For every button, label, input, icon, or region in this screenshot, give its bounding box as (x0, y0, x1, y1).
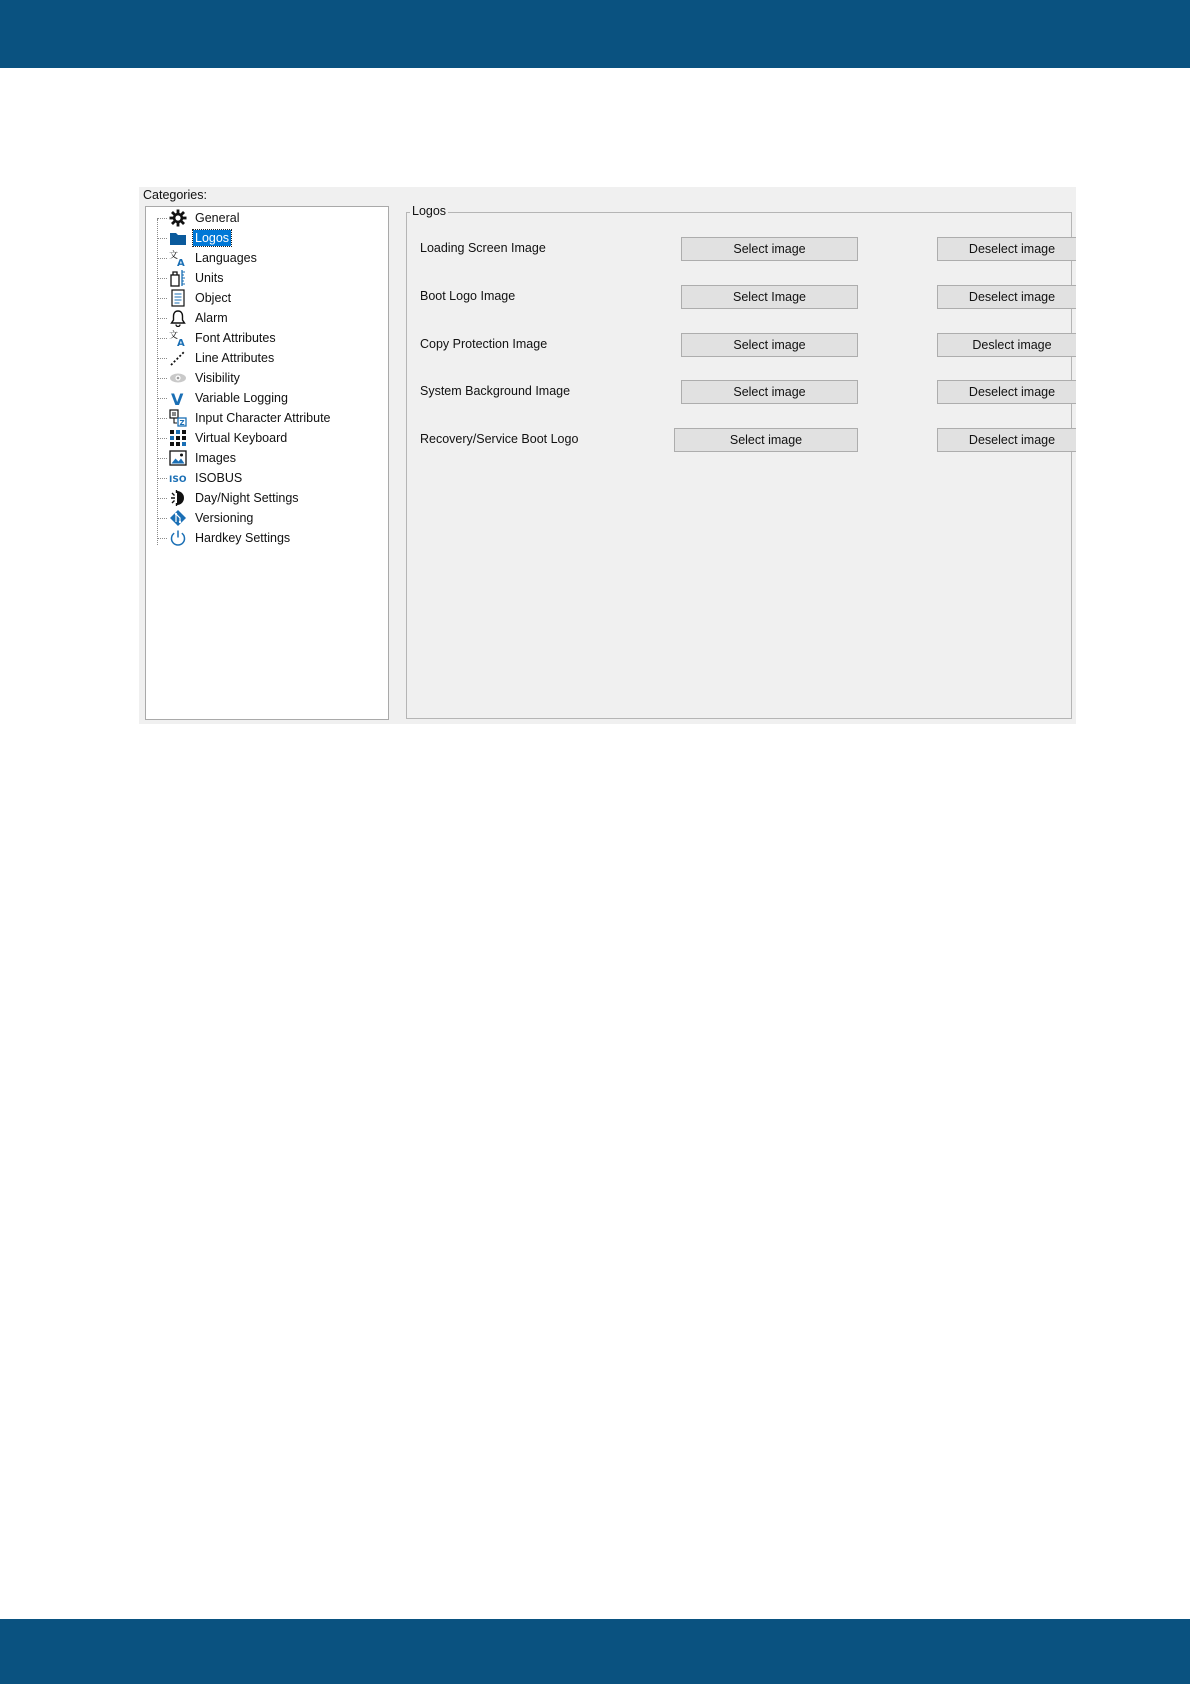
tree-item-languages[interactable] (157, 248, 385, 268)
tree-item-isobus[interactable] (157, 468, 385, 488)
iso-icon (168, 468, 188, 488)
tree-item-day-night-settings[interactable] (157, 488, 385, 508)
copy-protection-deselect-button[interactable]: Deslect image (937, 333, 1076, 357)
top-banner (0, 0, 1190, 68)
tree-item-label: Input Character Attribute (195, 411, 331, 425)
system-background-select-button[interactable]: Select image (681, 380, 858, 404)
tree-item-label: ISOBUS (195, 471, 243, 485)
tree-item-versioning[interactable] (157, 508, 385, 528)
eye-icon (168, 368, 188, 388)
tree-item-object[interactable] (157, 288, 385, 308)
image-icon (168, 448, 188, 468)
font-icon (168, 328, 188, 348)
tree-item-label: Images (195, 451, 236, 465)
tree-item-general[interactable] (157, 208, 385, 228)
tree-item-label: Alarm (195, 311, 228, 325)
logos-group-title: Logos (412, 204, 447, 218)
tree-item-label: Hardkey Settings (195, 531, 291, 545)
project-settings-dialog (139, 187, 1076, 724)
loading-screen-image-label: Loading Screen Image (420, 241, 546, 255)
tree-item-label: Virtual Keyboard (195, 431, 288, 445)
recovery-boot-logo-deselect-button[interactable]: Deselect image (937, 428, 1076, 452)
input-character-icon (168, 408, 188, 428)
tree-item-visibility[interactable] (157, 368, 385, 388)
tree-item-label: Line Attributes (195, 351, 275, 365)
boot-logo-deselect-button[interactable]: Deselect image (937, 285, 1076, 309)
tree-item-label: Logos (195, 231, 230, 245)
power-icon (168, 528, 188, 548)
svg-text:V: V (171, 390, 184, 407)
tree-item-label: Object (195, 291, 232, 305)
tree-item-label: Versioning (195, 511, 254, 525)
tree-item-logos[interactable] (157, 228, 385, 248)
tree-item-label: Units (195, 271, 224, 285)
tree-item-line-attributes[interactable] (157, 348, 385, 368)
svg-text:文: 文 (169, 331, 179, 341)
tree-item-units[interactable] (157, 268, 385, 288)
tree-item-label: Font Attributes (195, 331, 276, 345)
tree-item-variable-logging[interactable] (157, 388, 385, 408)
svg-text:ISO: ISO (169, 475, 187, 485)
tree-item-input-character-attribute[interactable] (157, 408, 385, 428)
v-icon (168, 388, 188, 408)
tree-item-images[interactable] (157, 448, 385, 468)
dotted-line-icon (168, 348, 188, 368)
tree-item-virtual-keyboard[interactable] (157, 428, 385, 448)
language-icon (168, 248, 188, 268)
loading-screen-select-button[interactable]: Select image (681, 237, 858, 261)
copy-protection-select-button[interactable]: Select image (681, 333, 858, 357)
folder-icon (168, 228, 188, 248)
tree-item-label: General (195, 211, 240, 225)
svg-text:文: 文 (169, 251, 179, 261)
svg-text:Z: Z (179, 419, 185, 427)
categories-tree (145, 206, 389, 720)
tree-item-label: Variable Logging (195, 391, 288, 405)
boot-logo-select-button[interactable]: Select Image (681, 285, 858, 309)
recovery-boot-logo-select-button[interactable]: Select image (674, 428, 858, 452)
units-icon (168, 268, 188, 288)
document-icon (168, 288, 188, 308)
copy-protection-image-label: Copy Protection Image (420, 337, 548, 351)
boot-logo-image-label: Boot Logo Image (420, 289, 516, 303)
bottom-banner (0, 1619, 1190, 1684)
system-background-image-label: System Background Image (420, 384, 571, 398)
tree-item-label: Visibility (195, 371, 240, 385)
tree-item-hardkey-settings[interactable] (157, 528, 385, 548)
git-icon (168, 508, 188, 528)
tree-item-label: Day/Night Settings (195, 491, 299, 505)
system-background-deselect-button[interactable]: Deselect image (937, 380, 1076, 404)
bell-icon (168, 308, 188, 328)
svg-text:A: A (177, 338, 185, 347)
tree-item-alarm[interactable] (157, 308, 385, 328)
loading-screen-deselect-button[interactable]: Deselect image (937, 237, 1076, 261)
day-night-icon (168, 488, 188, 508)
categories-label: Categories: (143, 188, 207, 202)
svg-text:A: A (177, 258, 185, 267)
recovery-service-boot-logo-label: Recovery/Service Boot Logo (420, 432, 579, 446)
gear-icon (168, 208, 188, 228)
tree-item-label: Languages (195, 251, 257, 265)
keyboard-grid-icon (168, 428, 188, 448)
tree-item-font-attributes[interactable] (157, 328, 385, 348)
